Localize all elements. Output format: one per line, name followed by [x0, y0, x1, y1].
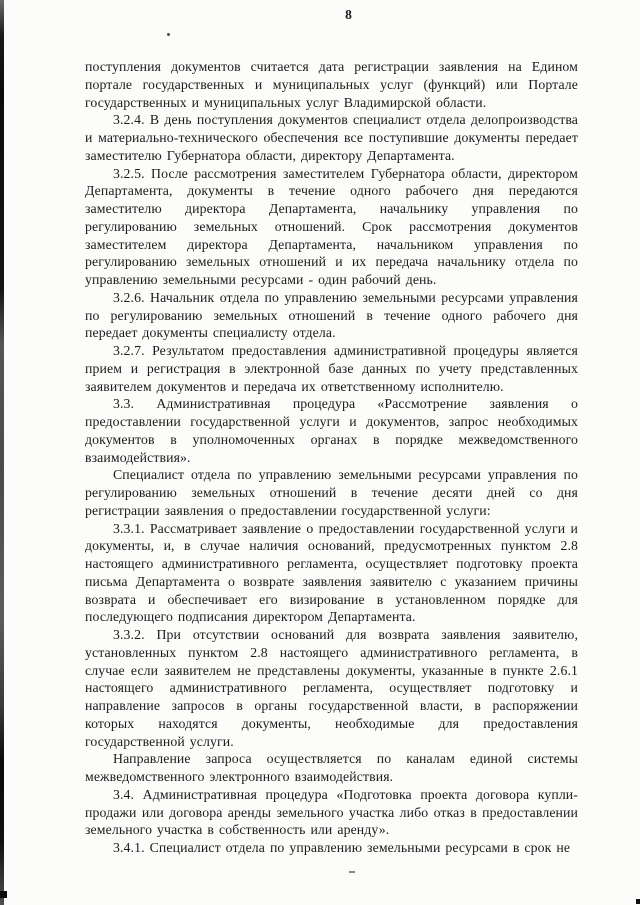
paragraph: 3.3. Административная процедура «Рассмотрение заявления о предоставлении государственной услуги и документов, запрос необходимых документов в уполномоченных органах в порядке межведомственного взаимодействия».: [85, 396, 578, 465]
scan-artifact-dash: [349, 871, 355, 873]
paragraph: Специалист отдела по управлению земельными ресурсами управления по регулированию земельных отношений в течение десяти дней со дня регистрации заявления о предоставлении государственной услуги:: [85, 467, 578, 518]
page-number: 8: [345, 7, 352, 22]
scan-artifact-corner-speck: [636, 899, 640, 904]
document-body: [85, 58, 578, 857]
paragraph: 3.4.1. Специалист отдела по управлению земельными ресурсами в срок не: [113, 840, 571, 855]
paragraph: 3.2.6. Начальник отдела по управлению земельными ресурсами управления по регулированию земельных отношений в течение одного рабочего дня передает документы специалисту отдела.: [85, 289, 578, 341]
scan-artifact-bottom-left-notch: [0, 891, 7, 898]
paragraph: 3.4. Административная процедура «Подготовка проекта договора купли-продажи или договора аренды земельного участка либо отказ в предоставлении земельного участка в собственность или аренду».: [85, 786, 578, 838]
scan-artifact-left-edge: [0, 0, 4, 905]
paragraph: 3.2.5. После рассмотрения заместителем Губернатора области, директором Департамента, документы в течение одного рабочего дня передаются заместителю директора Департамента, начальнику управления по регулированию земельных отношений. Срок рассмотрения документов заместителем директора Департамента, начальником управления по регулированию земельных отношений и их передача начальнику отдела по управлению земельными ресурсами - один рабочий день.: [85, 165, 578, 287]
paragraph: поступления документов считается дата регистрации заявления на Едином портале государственных и муниципальных услуг (функций) или Портале государственных и муниципальных услуг Владимирской области.: [85, 59, 578, 110]
paragraph: 3.3.2. При отсутствии оснований для возврата заявления заявителю, установленных пунктом 2.8 настоящего административного регламента, в случае если заявителем не представлены документы, указанные в пункте 2.6.1 настоящего административного регламента, осуществляет подготовку и направление запросов в органы государственной власти, в распоряжении которых находятся документы, необходимые для предоставления государственной услуги.: [85, 627, 578, 749]
paragraph: 3.2.7. Результатом предоставления административной процедуры является прием и регистрация в электронной базе данных по учету представленных заявителем документов и передача их ответственному исполнителю.: [85, 343, 578, 394]
paragraph: 3.2.4. В день поступления документов специалист отдела делопроизводства и материально-технического обеспечения все поступившие документы передает заместителю Губернатора области, директору Департамента.: [85, 112, 578, 163]
paragraph: Направление запроса осуществляется по каналам единой системы межведомственного электронного взаимодействия.: [85, 751, 578, 784]
paragraph: 3.3.1. Рассматривает заявление о предоставлении государственной услуги и документы, и, в случае наличия оснований, предусмотренных пунктом 2.8 настоящего административного регламента, осуществляет подготовку проекта письма Департамента о возврате заявления заявителю с указанием причины возврата и обеспечивает его визирование в установленном порядке для последующего подписания директором Департамента.: [85, 520, 578, 625]
scan-artifact-dot: [167, 33, 170, 36]
